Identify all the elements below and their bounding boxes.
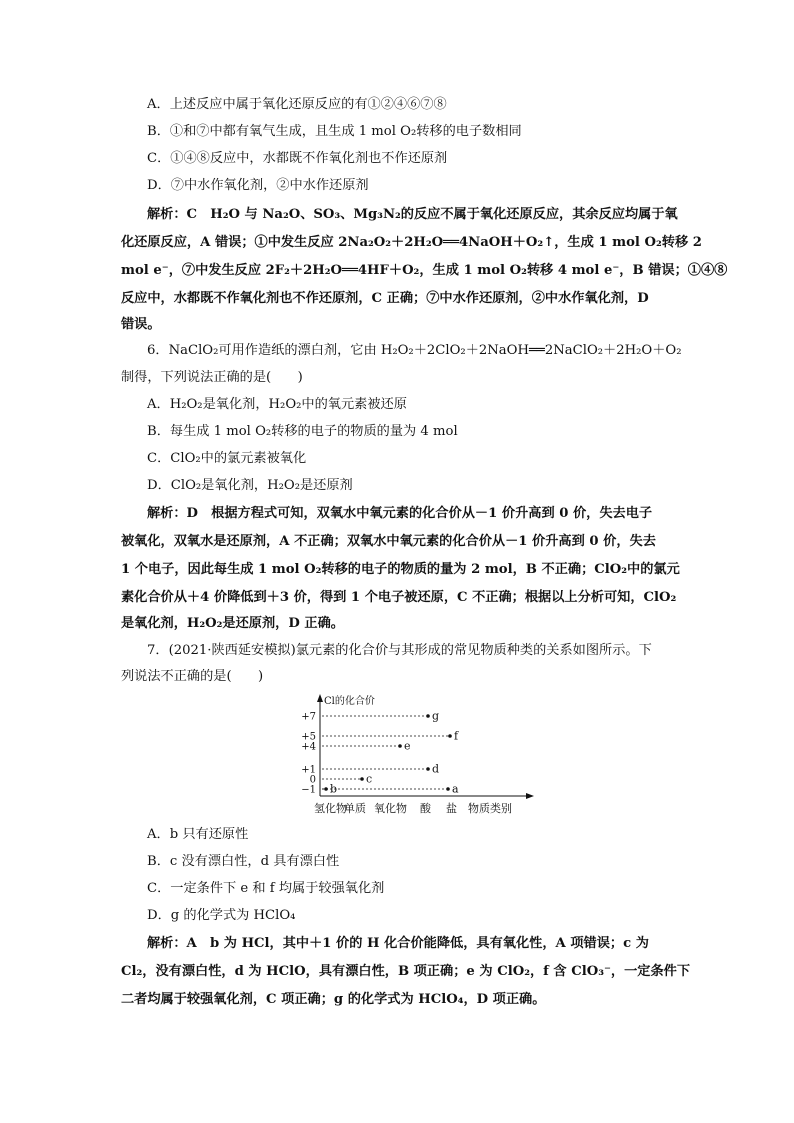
q6-analysis-line: 素化合价从＋4 价降低到＋3 价，得到 1 个电子被还原，C 不正确；根据以上分析可知，ClO₂ bbox=[121, 590, 677, 605]
q5-analysis-line: 错误。 bbox=[121, 317, 161, 332]
y-axis-arrow bbox=[317, 694, 323, 702]
q7-analysis-line: 解析：A b 为 HCl，其中＋1 价的 H 化合价能降低，具有氧化性，A 项错误；c 为 bbox=[147, 936, 649, 951]
data-point-d bbox=[426, 767, 430, 771]
x-axis-label: 氧化物 bbox=[374, 802, 407, 815]
q6-analysis-line: 解析：D 根据方程式可知，双氧水中氧元素的化合价从－1 价升高到 0 价，失去电子 bbox=[147, 506, 653, 521]
q5-option-c: C．①④⑧反应中，水都既不作氧化剂也不作还原剂 bbox=[147, 151, 448, 166]
point-label-d: d bbox=[432, 762, 440, 776]
x-axis-arrow bbox=[526, 793, 534, 799]
q5-analysis-line: 化还原反应，A 错误；①中发生反应 2Na₂O₂＋2H₂O══4NaOH＋O₂↑，生成 1 mol O₂转移 2 bbox=[121, 235, 702, 250]
y-tick-label: +1 bbox=[301, 764, 316, 776]
q5-option-b: B．①和⑦中都有氧气生成，且生成 1 mol O₂转移的电子数相同 bbox=[147, 124, 522, 139]
q7-stem-line: 7．(2021·陕西延安模拟)氯元素的化合价与其形成的常见物质种类的关系如图所示。下 bbox=[147, 643, 652, 658]
q7-option-a: A．b 只有还原性 bbox=[147, 827, 249, 842]
q6-stem-line: 6．NaClO₂可用作造纸的漂白剂，它由 H₂O₂＋2ClO₂＋2NaOH══2NaClO₂＋2H₂O＋O₂ bbox=[147, 343, 682, 358]
x-axis-label: 物质类别 bbox=[468, 802, 512, 815]
data-point-a bbox=[446, 787, 450, 791]
q5-option-d: D．⑦中水作氧化剂，②中水作还原剂 bbox=[147, 178, 369, 193]
y-tick-label: +7 bbox=[301, 711, 316, 723]
y-axis-title: Cl的化合价 bbox=[324, 696, 375, 707]
data-point-f bbox=[448, 734, 452, 738]
x-axis-label: 氢化物 bbox=[314, 802, 347, 815]
x-axis-label: 盐 bbox=[446, 802, 457, 815]
q5-option-a: A．上述反应中属于氧化还原反应的有①②④⑥⑦⑧ bbox=[147, 97, 447, 112]
point-label-b: b bbox=[330, 782, 338, 796]
point-label-e: e bbox=[404, 739, 411, 753]
y-tick-label: −1 bbox=[301, 784, 316, 796]
point-label-c: c bbox=[366, 772, 373, 786]
q6-analysis-line: 是氧化剂，H₂O₂是还原剂，D 正确。 bbox=[121, 616, 344, 631]
x-axis-label: 酸 bbox=[420, 802, 431, 815]
data-point-b bbox=[324, 787, 328, 791]
q7-option-c: C．一定条件下 e 和 f 均属于较强氧化剂 bbox=[147, 881, 385, 896]
q6-option-b: B．每生成 1 mol O₂转移的电子的物质的量为 4 mol bbox=[147, 424, 458, 439]
data-point-e bbox=[398, 744, 402, 748]
y-tick-label: +4 bbox=[301, 741, 316, 753]
q5-analysis-line: 反应中，水都既不作氧化剂也不作还原剂，C 正确；⑦中水作还原剂，②中水作氧化剂，D bbox=[121, 291, 649, 306]
q5-analysis-line: mol e⁻，⑦中发生反应 2F₂＋2H₂O══4HF＋O₂，生成 1 mol O₂转移 4 mol e⁻，B 错误；①④⑧ bbox=[121, 263, 728, 278]
point-label-a: a bbox=[452, 782, 459, 796]
q7-option-b: B．c 没有漂白性，d 具有漂白性 bbox=[147, 854, 340, 869]
q7-option-d: D．g 的化学式为 HClO₄ bbox=[147, 908, 296, 923]
q7-analysis-line: Cl₂，没有漂白性，d 为 HClO，具有漂白性，B 项正确；e 为 ClO₂，f 含 ClO₃⁻，一定条件下 bbox=[121, 964, 691, 979]
q6-option-a: A．H₂O₂是氧化剂，H₂O₂中的氧元素被还原 bbox=[147, 397, 407, 412]
point-label-f: f bbox=[454, 729, 459, 743]
q6-analysis-line: 被氧化，双氧水是还原剂，A 不正确；双氧水中氧元素的化合价从－1 价升高到 0 价，失去 bbox=[121, 534, 656, 549]
data-point-c bbox=[360, 777, 364, 781]
x-axis-label: 单质 bbox=[344, 802, 366, 815]
y-tick-label: +5 bbox=[301, 731, 316, 743]
q5-analysis-line: 解析：C H₂O 与 Na₂O、SO₃、Mg₃N₂的反应不属于氧化还原反应，其余反应均属于氧 bbox=[147, 207, 678, 222]
q6-stem-line: 制得，下列说法正确的是( ) bbox=[121, 370, 303, 385]
data-point-g bbox=[426, 714, 430, 718]
q7-analysis-line: 二者均属于较强氧化剂，C 项正确；g 的化学式为 HClO₄，D 项正确。 bbox=[121, 992, 546, 1007]
q7-stem-line: 列说法不正确的是( ) bbox=[121, 669, 264, 684]
q6-option-d: D．ClO₂是氧化剂，H₂O₂是还原剂 bbox=[147, 478, 353, 493]
valence-category-diagram bbox=[296, 690, 556, 820]
y-tick-label: 0 bbox=[309, 774, 316, 786]
point-label-g: g bbox=[432, 709, 440, 723]
q6-option-c: C．ClO₂中的氯元素被氧化 bbox=[147, 451, 307, 466]
q6-analysis-line: 1 个电子，因此每生成 1 mol O₂转移的电子的物质的量为 2 mol，B 不正确；ClO₂中的氯元 bbox=[121, 562, 680, 577]
